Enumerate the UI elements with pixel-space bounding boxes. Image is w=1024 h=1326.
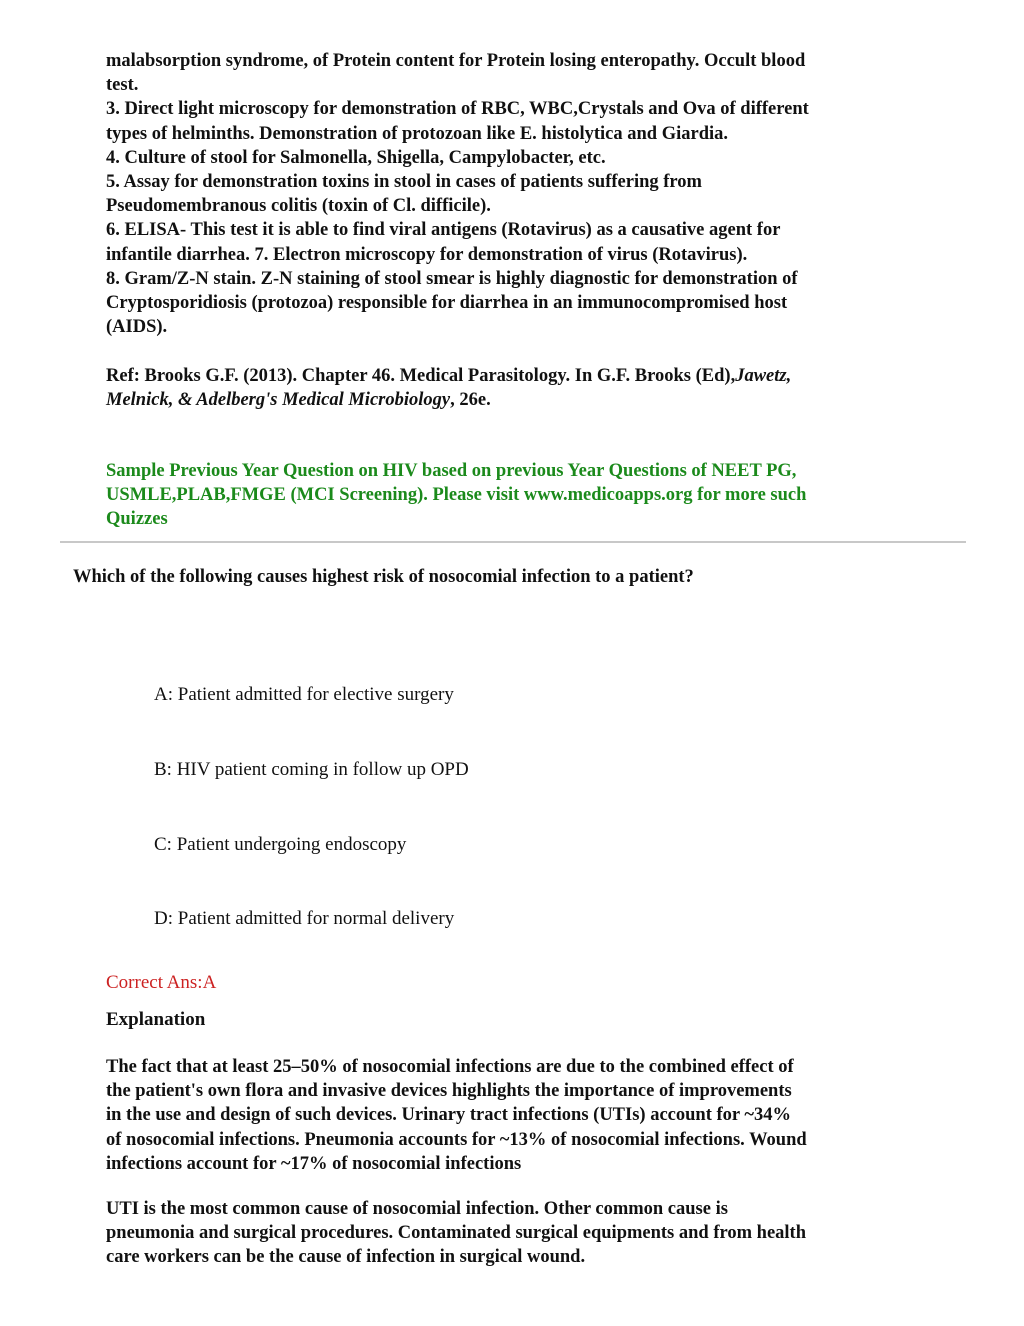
text-line: UTI is the most common cause of nosocomial infection. Other common cause is: [106, 1199, 728, 1219]
option-a: A: Patient admitted for elective surgery: [154, 684, 454, 705]
text-line: malabsorption syndrome, of Protein content for Protein losing enteropathy. Occult blood: [106, 51, 806, 71]
text-line: the patient's own flora and invasive devices highlights the importance of improvements: [106, 1081, 792, 1102]
explanation-paragraph-1: [106, 1055, 936, 1176]
reference-book-title-part1: Jawetz,: [735, 366, 792, 386]
option-c: C: Patient undergoing endoscopy: [154, 834, 407, 855]
explanation-paragraph-2: [106, 1197, 936, 1270]
reference-edition: , 26e.: [450, 390, 491, 411]
section-divider: [60, 541, 966, 543]
text-line: test.: [106, 75, 139, 96]
correct-answer: Correct Ans:A: [106, 972, 217, 993]
text-line: Pseudomembranous colitis (toxin of Cl. difficile).: [106, 196, 491, 217]
text-line: types of helminths. Demonstration of protozoan like E. histolytica and Giardia.: [106, 123, 728, 144]
text-line: 8. Gram/Z-N stain. Z-N staining of stool smear is highly diagnostic for demonstration of: [106, 268, 798, 289]
option-b: B: HIV patient coming in follow up OPD: [154, 759, 469, 780]
text-line: infantile diarrhea. 7. Electron microscopy for demonstration of virus (Rotavirus).: [106, 244, 748, 265]
text-line: The fact that at least 25–50% of nosocomial infections are due to the combined effect of: [106, 1057, 794, 1077]
text-line: in the use and design of such devices. Urinary tract infections (UTIs) account for ~34%: [106, 1105, 792, 1126]
top-text-block: [106, 49, 936, 339]
text-line: Cryptosporidiosis (protozoa) responsible for diarrhea in an immunocompromised host: [106, 293, 788, 314]
reference-citation: [106, 364, 936, 412]
text-line: 3. Direct light microscopy for demonstration of RBC, WBC,Crystals and Ova of different: [106, 99, 809, 120]
text-line: (AIDS).: [106, 317, 168, 338]
option-d: D: Patient admitted for normal delivery: [154, 908, 455, 929]
text-line: pneumonia and surgical procedures. Contaminated surgical equipments and from health: [106, 1223, 806, 1244]
reference-line-2: [106, 388, 936, 412]
text-line: of nosocomial infections. Pneumonia accounts for ~13% of nosocomial infections. Wound: [106, 1129, 807, 1150]
text-line: 6. ELISA- This test it is able to find viral antigens (Rotavirus) as a causative agent for: [106, 220, 781, 241]
sample-question-notice: [106, 459, 936, 532]
notice-line: Sample Previous Year Question on HIV based on previous Year Questions of NEET PG,: [106, 461, 797, 481]
text-line: infections account for ~17% of nosocomial infections: [106, 1153, 522, 1174]
notice-line: Quizzes: [106, 509, 168, 530]
text-line: care workers can be the cause of infection in surgical wound.: [106, 1247, 586, 1268]
explanation-heading: Explanation: [106, 1009, 206, 1030]
text-line: 5. Assay for demonstration toxins in stool in cases of patients suffering from: [106, 172, 702, 193]
notice-line: USMLE,PLAB,FMGE (MCI Screening). Please visit www.medicoapps.org for more such: [106, 485, 807, 506]
question-text: Which of the following causes highest risk of nosocomial infection to a patient?: [73, 567, 694, 587]
text-line: 4. Culture of stool for Salmonella, Shigella, Campylobacter, etc.: [106, 147, 606, 168]
reference-line-1: [106, 364, 936, 388]
reference-prefix: Ref: Brooks G.F. (2013). Chapter 46. Medical Parasitology. In G.F. Brooks (Ed),: [106, 366, 736, 386]
reference-book-title-part2: Melnick, & Adelberg's Medical Microbiology: [106, 390, 451, 411]
